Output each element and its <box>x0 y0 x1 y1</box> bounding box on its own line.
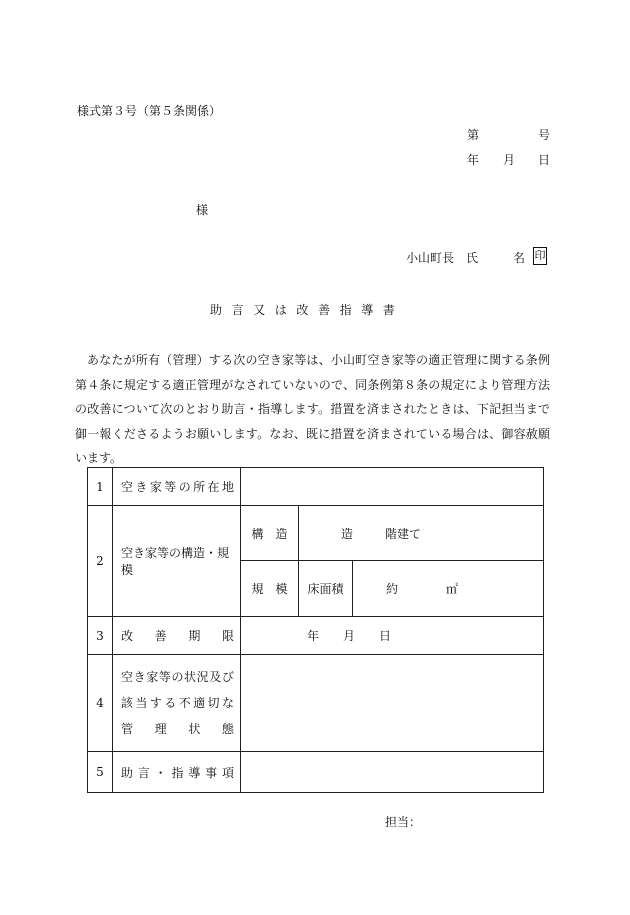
location-label-text: 空 き 家 等 の 所 在 地 <box>121 480 234 494</box>
property-info-table <box>87 467 544 793</box>
structure-zou: 造 <box>341 526 354 541</box>
floor-area-value-cell <box>353 561 544 617</box>
deadline-label-text: 改 善 期 限 <box>121 629 234 643</box>
floor-area-label: 床面積 <box>299 561 353 617</box>
table-row <box>88 617 544 655</box>
advice-label-text: 助 言 ・ 指 導 事 項 <box>121 765 234 780</box>
table-row <box>88 468 544 506</box>
seal-stamp-box: 印 <box>533 247 547 265</box>
document-title: 助言又は改善指導書 <box>210 303 405 317</box>
deadline-month: 月 <box>343 629 356 643</box>
floor-area-approx: 約 <box>386 582 399 596</box>
form-number: 様式第３号（第５条関係） <box>77 104 222 118</box>
advice-label <box>113 752 241 793</box>
body-paragraph <box>75 348 550 471</box>
location-value-cell <box>241 468 544 506</box>
table-row <box>88 506 544 561</box>
date-day: 日 <box>538 153 551 167</box>
condition-label-line3: 管 理 状 態 <box>121 722 234 736</box>
document-number-suffix: 号 <box>538 128 551 142</box>
condition-label <box>113 655 241 752</box>
condition-value-cell <box>241 655 544 752</box>
date-year: 年 <box>467 153 480 167</box>
structure-scale-label: 空き家等の構造・規模 <box>113 506 241 617</box>
body-text: あなたが所有（管理）する次の空き家等は、小山町空き家等の適正管理に関する条例第４条に規定する適正管理がなされていないので、同条例第８条の規定により管理方法の改善について次のとおり助言・指導します。措置を済まされたときは、下記担当まで御一報くださるようお願いします。なお、既に措置を済まされている場合は、御容赦願います。 <box>75 353 550 465</box>
structure-label: 構 造 <box>241 506 299 561</box>
condition-label-line1: 空 き 家 等 の 状 況 及 び <box>121 670 234 684</box>
scale-label: 規 模 <box>241 561 299 617</box>
deadline-year: 年 <box>307 629 320 643</box>
row-number: 3 <box>88 617 113 655</box>
row-number: 5 <box>88 752 113 793</box>
addressee-honorific: 様 <box>196 203 209 217</box>
issuer-title: 小山町長 氏 <box>406 251 479 265</box>
date-month: 月 <box>503 153 516 167</box>
document-number-prefix: 第 <box>467 128 480 142</box>
structure-value-cell <box>299 506 544 561</box>
structure-floors: 階建て <box>385 526 422 541</box>
row-number: 1 <box>88 468 113 506</box>
person-in-charge: 担当： <box>385 815 422 829</box>
table-row <box>88 655 544 752</box>
deadline-label <box>113 617 241 655</box>
condition-label-line2: 該 当 す る 不 適 切 な <box>121 696 234 710</box>
row-number: 2 <box>88 506 113 617</box>
advice-value-cell <box>241 752 544 793</box>
deadline-value-cell <box>241 617 544 655</box>
row-number: 4 <box>88 655 113 752</box>
deadline-day: 日 <box>379 629 392 643</box>
location-label <box>113 468 241 506</box>
table-row <box>88 752 544 793</box>
floor-area-unit: ㎡ <box>446 582 459 596</box>
issuer-name: 名 <box>513 251 526 265</box>
